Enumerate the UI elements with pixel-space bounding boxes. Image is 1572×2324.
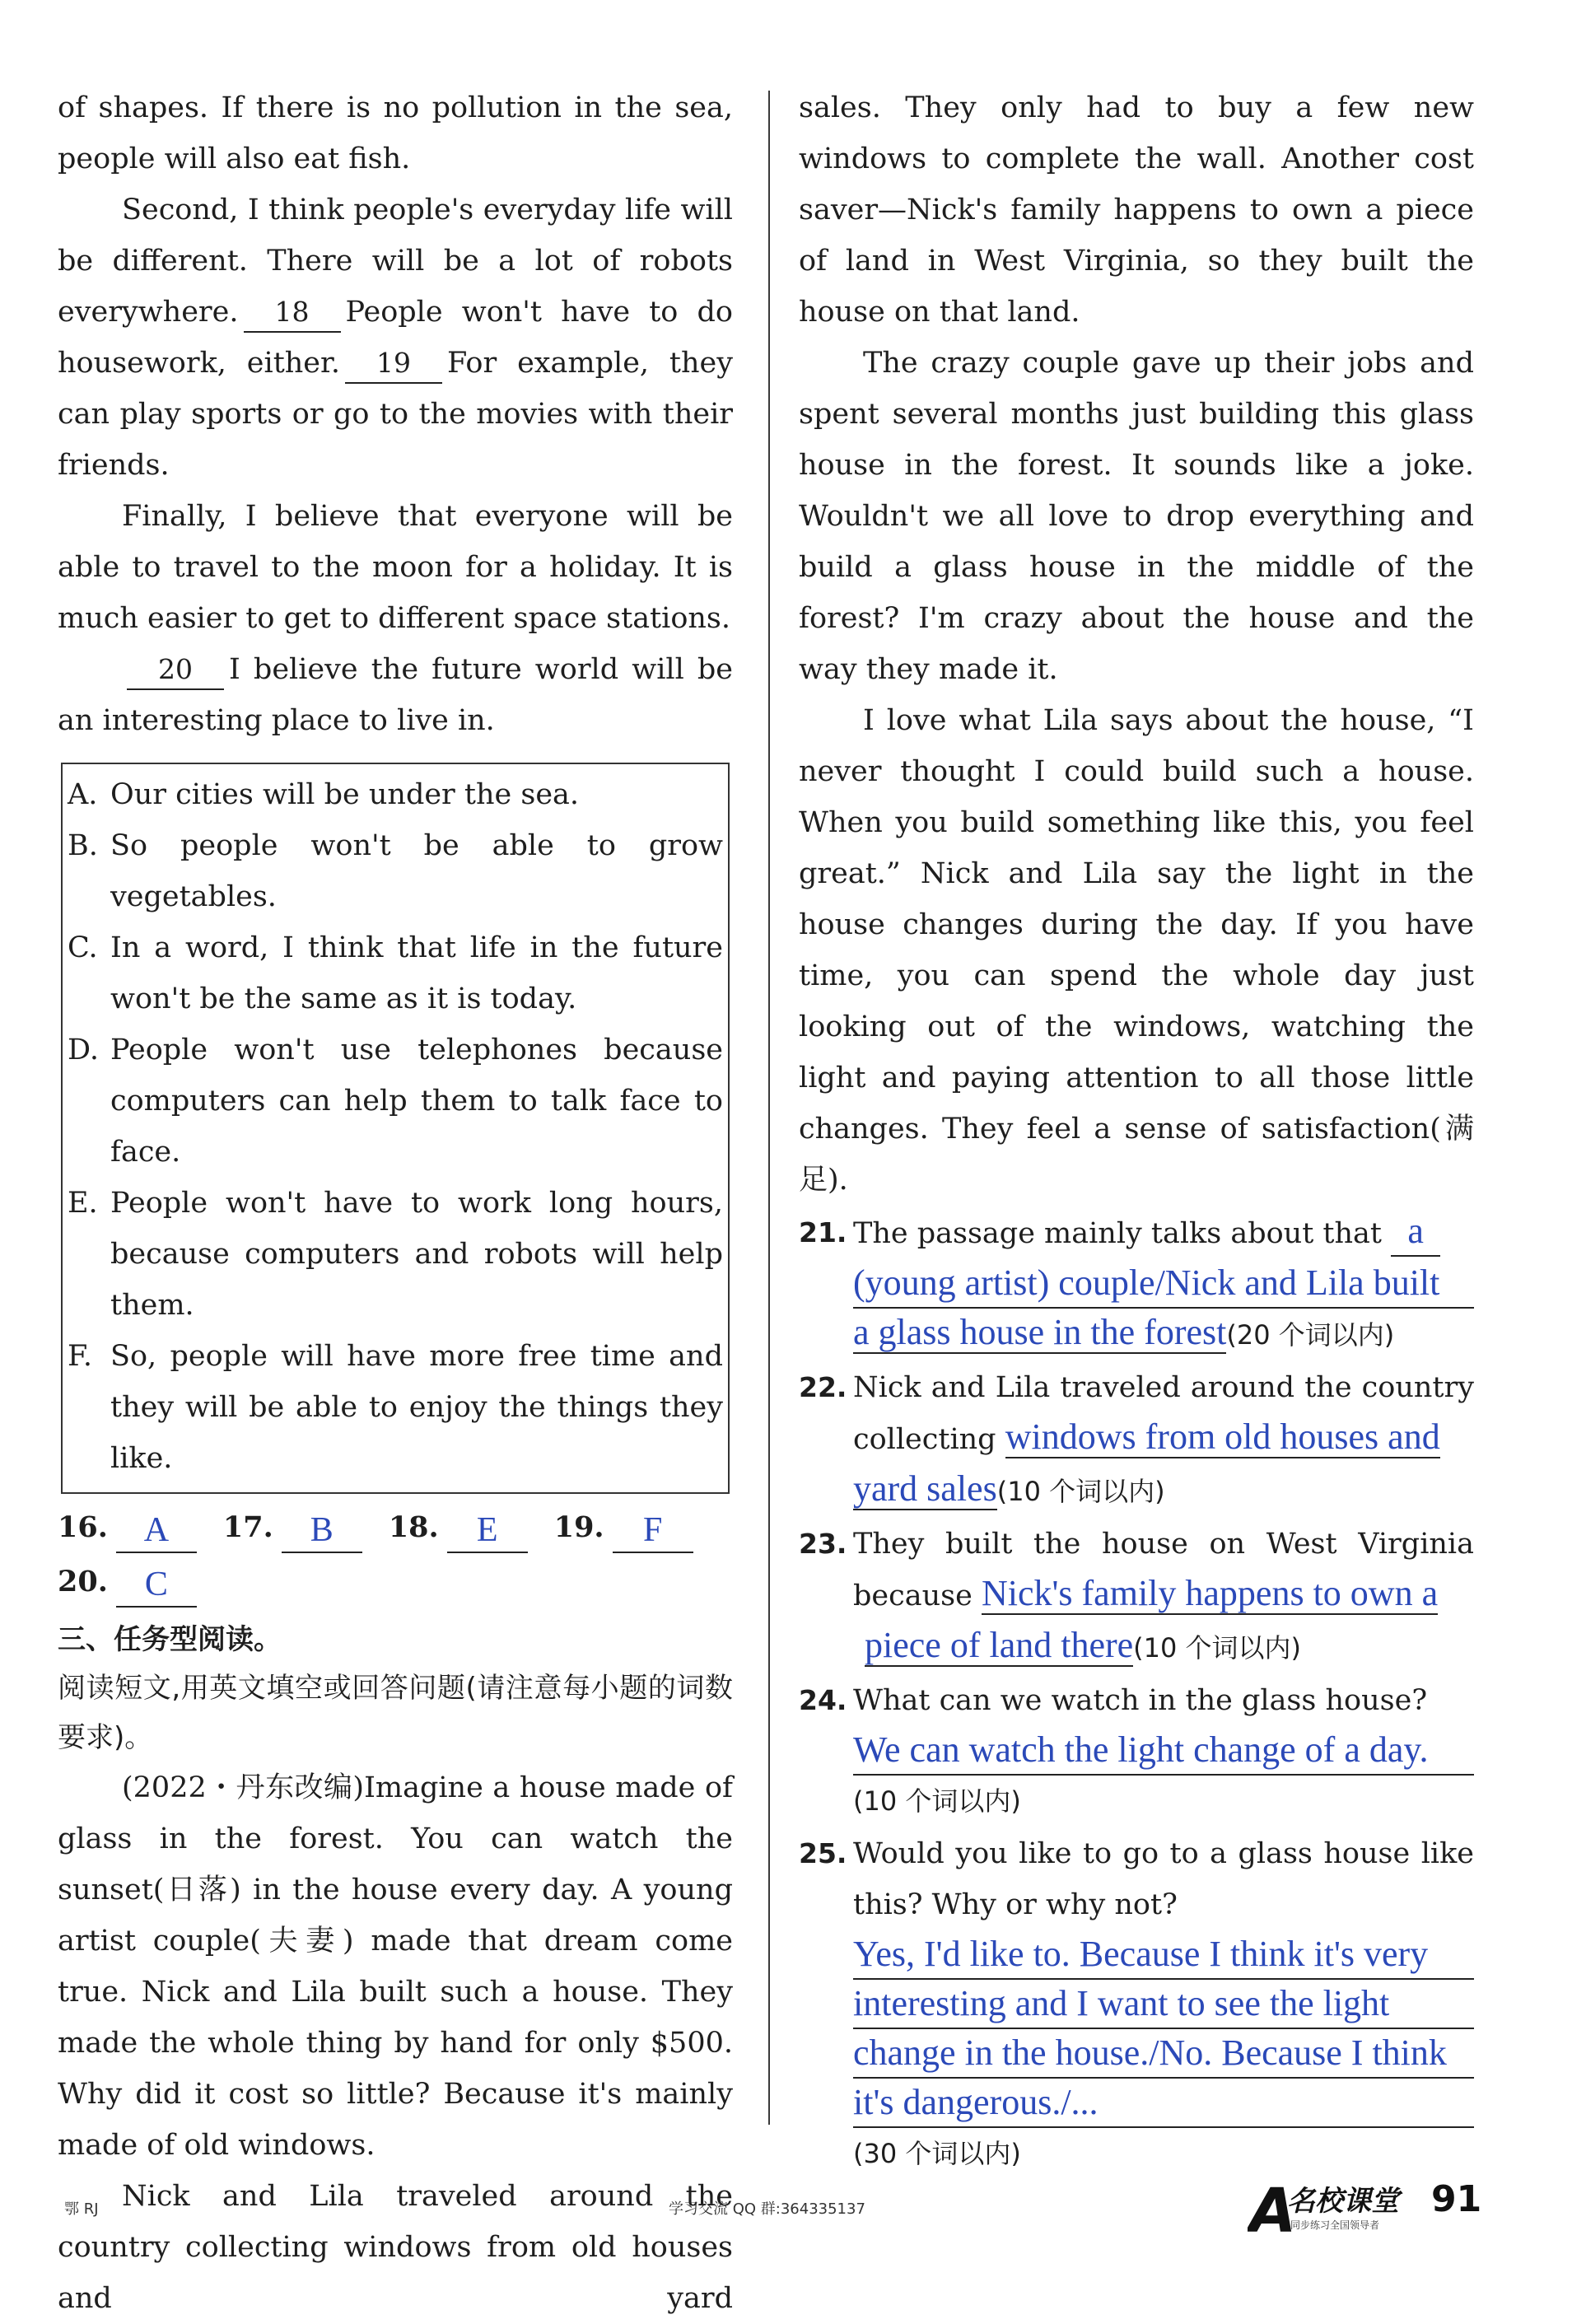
question-25: 25. Would you like to go to a glass house like this? Why or why not? Yes, I'd like to. Because I think it's very interesting and I want to see the light change in the house./No. Because I think it's dangerous./... (30 个词以内): [799, 1837, 1474, 2169]
answer-16[interactable]: A: [116, 1509, 197, 1553]
passage-paragraph-2-start: Nick and Lila traveled around the country collecting windows from old houses and yard: [58, 2180, 733, 2315]
answer-row-2: [58, 1556, 733, 1608]
section-instructions: 阅读短文,用英文填空或回答问题(请注意每小题的词数要求)。: [58, 1672, 733, 1754]
left-column: [58, 82, 733, 2324]
answer-25-line-2[interactable]: interesting and I want to see the light: [853, 1980, 1474, 2029]
option-c: C. In a word, I think that life in the future won't be the same as it is today.: [68, 931, 723, 1015]
option-e: E. People won't have to work long hours, because computers and robots will help them.: [68, 1187, 723, 1322]
answer-number: 16.: [58, 1510, 108, 1544]
answer-25-line-4[interactable]: it's dangerous./...: [853, 2079, 1474, 2128]
answer-number: 17.: [222, 1510, 273, 1544]
blank-20: 20: [127, 651, 224, 690]
option-b: B. So people won't be able to grow vegetables.: [68, 829, 723, 913]
answer-24-line-1[interactable]: We can watch the light change of a day.: [853, 1726, 1474, 1776]
answer-17[interactable]: B: [282, 1509, 362, 1553]
answer-number: 19.: [553, 1510, 604, 1544]
brand-logo: [1248, 2174, 1425, 2245]
answer-18[interactable]: E: [447, 1509, 528, 1553]
svg-text:名校课堂: 名校课堂: [1287, 2185, 1399, 2218]
answer-row-1: [58, 1502, 733, 1553]
answer-25-line-3[interactable]: change in the house./No. Because I think: [853, 2029, 1474, 2079]
column-divider: [768, 91, 770, 2125]
left-paragraph-4: 20 I believe the future world will be an interesting place to live in.: [58, 644, 733, 746]
svg-text:同步练习全国领导者: 同步练习全国领导者: [1290, 2219, 1380, 2231]
answer-21-line-1[interactable]: a: [1391, 1207, 1440, 1257]
answer-number: 20.: [58, 1565, 108, 1598]
qq-group-text: 学习交流 QQ 群:364335137: [669, 2200, 865, 2218]
answer-22-line-2[interactable]: yard sales: [853, 1468, 997, 1509]
answer-22-line-1[interactable]: windows from old houses and: [1005, 1416, 1440, 1457]
blank-18: 18: [244, 293, 341, 333]
answer-number: 18.: [388, 1510, 439, 1544]
passage-paragraph-1: (2022・丹东改编)Imagine a house made of glass in the forest. You can watch the sunset(日落) in the house every day. A young artist couple(夫妻) made that dream come true. Nick and Lila built such a house. They made the whole thing by hand for only $500. Why did it cost so little? Because it's mainly made of old windows.: [58, 1771, 733, 2162]
answer-19[interactable]: F: [613, 1509, 693, 1553]
edition-label: 鄂 RJ: [64, 2200, 99, 2218]
answer-21-line-2[interactable]: (young artist) couple/Nick and Lila built: [853, 1259, 1474, 1309]
svg-text:A: A: [1249, 2176, 1297, 2245]
section-title: 三、任务型阅读。: [58, 1623, 282, 1656]
question-24: 24. What can we watch in the glass house? We can watch the light change of a day. (10 个词以内): [799, 1675, 1474, 1827]
blank-19: 19: [345, 344, 442, 384]
page-number: 91: [1431, 2178, 1482, 2220]
answer-23-line-2[interactable]: piece of land there: [865, 1625, 1134, 1665]
passage-paragraph-2-end: sales. They only had to buy a few new windows to complete the wall. Another cost saver—Nick's family happens to own a piece of land in West Virginia, so they built the house on that land.: [799, 91, 1474, 329]
answer-23-line-1[interactable]: Nick's family happens to own a: [981, 1573, 1439, 1613]
options-box: [61, 763, 730, 1494]
brand-logo-icon: [1248, 2174, 1425, 2245]
question-22: 22. Nick and Lila traveled around the country collecting windows from old houses and yard sales(10 个词以内): [799, 1371, 1474, 1509]
left-paragraph-1: of shapes. If there is no pollution in the sea, people will also eat fish.: [58, 91, 733, 175]
option-f: F. So, people will have more free time and they will be able to enjoy the things they like.: [68, 1340, 723, 1475]
answer-21-line-3[interactable]: a glass house in the forest: [853, 1312, 1227, 1352]
answer-25-line-1[interactable]: Yes, I'd like to. Because I think it's very: [853, 1930, 1474, 1980]
question-23: 23. They built the house on West Virginia because Nick's family happens to own a piece of land there(10 个词以内): [799, 1528, 1474, 1665]
passage-paragraph-3: The crazy couple gave up their jobs and spent several months just building this glass house in the forest. It sounds like a joke. Wouldn't we all love to drop everything and build a glass house in the middle of the forest? I'm crazy about the house and the way they made it.: [799, 347, 1474, 686]
left-paragraph-3: Finally, I believe that everyone will be able to travel to the moon for a holiday. It is much easier to get to different space stations.: [58, 500, 733, 635]
left-paragraph-2: Second, I think people's everyday life will be different. There will be a lot of robots everywhere. 18 People won't have to do housework, either. 19 For example, they can play sports or go to the movies with their friends.: [58, 194, 733, 482]
question-21: 21. The passage mainly talks about that a (young artist) couple/Nick and Lila built a glass house in the forest(20 个词以内): [799, 1207, 1474, 1360]
option-d: D. People won't use telephones because computers can help them to talk face to face.: [68, 1034, 723, 1169]
right-column: [799, 82, 1474, 2179]
passage-paragraph-4: I love what Lila says about the house, “I never thought I could build such a house. When you build something like this, you feel great.” Nick and Lila say the light in the house changes during the day. If you have time, you can spend the whole day just looking out of the windows, watching the light and paying attention to all those little changes. They feel a sense of satisfaction(满足).: [799, 704, 1474, 1197]
option-a: A. Our cities will be under the sea.: [68, 778, 580, 811]
answer-20[interactable]: C: [116, 1563, 197, 1608]
